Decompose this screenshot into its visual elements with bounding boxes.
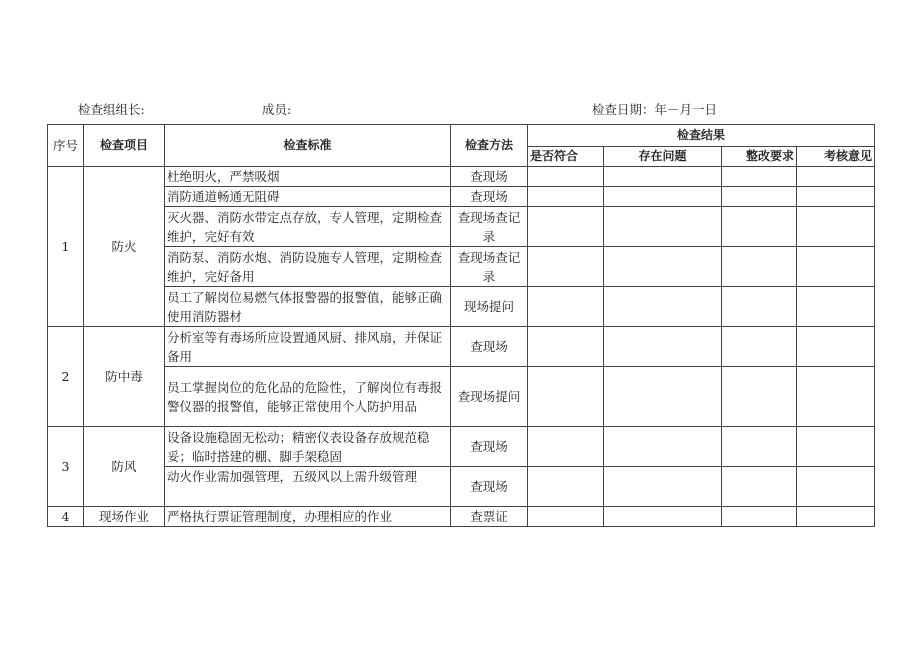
cell-assessment[interactable] [797,327,875,367]
row-method: 查现场 [451,167,528,187]
cell-rectify[interactable] [722,287,797,327]
row-method: 查现场 [451,327,528,367]
table-row [48,287,875,327]
cell-compliance[interactable] [528,467,604,507]
cell-rectify[interactable] [722,367,797,427]
header-assessment: 考核意见 [797,147,875,167]
row-standard: 灭火器、消防水带定点存放，专人管理，定期检查维护，完好有效 [165,207,451,247]
cell-assessment[interactable] [797,187,875,207]
cell-rectify[interactable] [722,247,797,287]
cell-rectify[interactable] [722,207,797,247]
cell-rectify[interactable] [722,187,797,207]
row-item: 防风 [84,427,165,507]
cell-compliance[interactable] [528,287,604,327]
row-method: 查现场查记录 [451,207,528,247]
cell-assessment[interactable] [797,507,875,527]
row-item: 防火 [84,167,165,327]
table-row [48,427,875,467]
cell-problem[interactable] [604,287,722,327]
cell-compliance[interactable] [528,167,604,187]
cell-assessment[interactable] [797,367,875,427]
cell-problem[interactable] [604,467,722,507]
table-row [48,507,875,527]
header-standard: 检查标准 [165,125,451,167]
cell-problem[interactable] [604,367,722,427]
cell-problem[interactable] [604,207,722,247]
table-row [48,467,875,507]
header-problem: 存在问题 [604,147,722,167]
table-row [48,247,875,287]
row-method: 查现场 [451,427,528,467]
table-row [48,187,875,207]
row-method: 查现场提问 [451,367,528,427]
cell-compliance[interactable] [528,427,604,467]
cell-rectify[interactable] [722,467,797,507]
header-method: 检查方法 [451,125,528,167]
cell-compliance[interactable] [528,367,604,427]
row-standard: 消防泵、消防水炮、消防设施专人管理，定期检查维护，完好备用 [165,247,451,287]
cell-problem[interactable] [604,247,722,287]
row-method: 查现场 [451,467,528,507]
cell-assessment[interactable] [797,467,875,507]
cell-rectify[interactable] [722,507,797,527]
header-rectify: 整改要求 [722,147,797,167]
header-item: 检查项目 [84,125,165,167]
member-label: 成员: [262,102,292,117]
cell-assessment[interactable] [797,167,875,187]
header-seq: 序号 [48,125,84,167]
cell-rectify[interactable] [722,427,797,467]
row-standard: 分析室等有毒场所应设置通风厨、排风扇，并保证备用 [165,327,451,367]
cell-assessment[interactable] [797,287,875,327]
table-row [48,367,875,427]
row-seq: 1 [48,167,84,327]
row-seq: 4 [48,507,84,527]
inspection-table [47,124,875,527]
header-compliance: 是否符合 [528,147,604,167]
cell-assessment[interactable] [797,247,875,287]
header-result: 检查结果 [528,125,875,147]
row-method: 查票证 [451,507,528,527]
row-standard: 员工掌握岗位的危化品的危险性，了解岗位有毒报警仪器的报警值，能够正常使用个人防护用品 [165,367,451,427]
table-row [48,167,875,187]
row-standard: 杜绝明火，严禁吸烟 [165,167,451,187]
date-label: 检查日期：年－月一日 [592,102,718,117]
cell-problem[interactable] [604,507,722,527]
cell-compliance[interactable] [528,327,604,367]
cell-compliance[interactable] [528,187,604,207]
inspection-header [0,100,920,118]
cell-assessment[interactable] [797,427,875,467]
row-seq: 3 [48,427,84,507]
row-seq: 2 [48,327,84,427]
row-standard: 员工了解岗位易燃气体报警器的报警值，能够正确使用消防器材 [165,287,451,327]
cell-compliance[interactable] [528,207,604,247]
cell-problem[interactable] [604,427,722,467]
row-method: 查现场查记录 [451,247,528,287]
row-standard: 设备设施稳固无松动；精密仪表设备存放规范稳妥；临时搭建的棚、脚手架稳固 [165,427,451,467]
cell-problem[interactable] [604,187,722,207]
row-item: 防中毒 [84,327,165,427]
cell-assessment[interactable] [797,207,875,247]
row-standard: 严格执行票证管理制度，办理相应的作业 [165,507,451,527]
cell-problem[interactable] [604,327,722,367]
row-method: 查现场 [451,187,528,207]
table-row [48,327,875,367]
row-standard: 消防通道畅通无阻碍 [165,187,451,207]
cell-rectify[interactable] [722,167,797,187]
row-item: 现场作业 [84,507,165,527]
table-row [48,207,875,247]
cell-rectify[interactable] [722,327,797,367]
cell-compliance[interactable] [528,247,604,287]
cell-problem[interactable] [604,167,722,187]
row-standard: 动火作业需加强管理，五级风以上需升级管理 [165,467,451,507]
row-method: 现场提问 [451,287,528,327]
cell-compliance[interactable] [528,507,604,527]
leader-label: 检查组组长: [78,102,145,117]
